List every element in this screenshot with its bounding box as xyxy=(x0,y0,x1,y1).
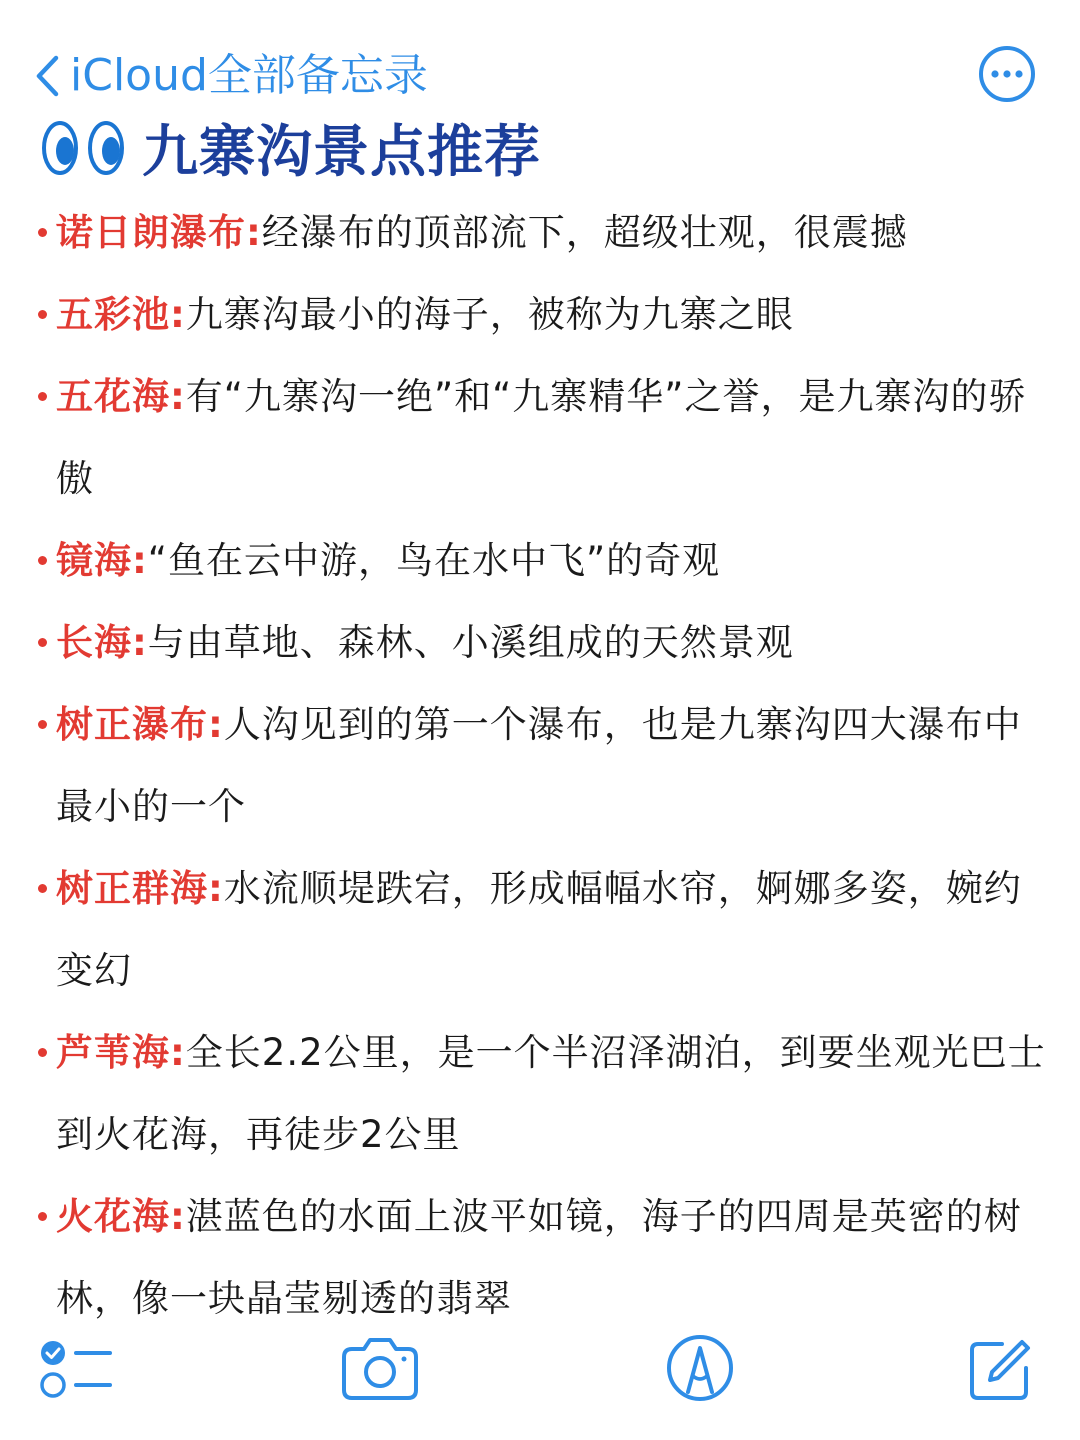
attraction-name: 五彩池: xyxy=(56,293,186,336)
page-title: 九寨沟景点推荐 xyxy=(142,120,541,185)
checklist-icon[interactable] xyxy=(38,1338,114,1400)
list-item xyxy=(36,684,1046,848)
camera-icon[interactable] xyxy=(340,1332,420,1402)
attraction-name: 树正群海: xyxy=(56,867,224,910)
markup-pen-icon[interactable] xyxy=(664,1332,736,1404)
list-item xyxy=(36,848,1046,1012)
eyes-emoji-icon xyxy=(40,120,132,176)
attraction-name: 长海: xyxy=(56,621,148,664)
list-item xyxy=(36,274,1046,356)
chevron-left-icon xyxy=(34,54,60,98)
ellipsis-circle-icon[interactable] xyxy=(978,45,1036,103)
attraction-description: “鱼在云中游，鸟在水中飞”的奇观 xyxy=(147,539,721,582)
bottom-toolbar xyxy=(0,1330,1080,1440)
attraction-description: 有“九寨沟一绝”和“九寨精华”之誉，是九寨沟的骄傲 xyxy=(56,375,1027,500)
attraction-name: 诺日朗瀑布: xyxy=(56,211,262,254)
attraction-description: 九寨沟最小的海子，被称为九寨之眼 xyxy=(185,293,794,336)
list-item xyxy=(36,520,1046,602)
attraction-description: 人沟见到的第一个瀑布，也是九寨沟四大瀑布中最小的一个 xyxy=(56,703,1022,828)
note-title[interactable] xyxy=(40,112,541,184)
list-item xyxy=(36,192,1046,274)
attraction-name: 芦苇海: xyxy=(56,1031,186,1074)
attraction-description: 湛蓝色的水面上波平如镜，海子的四周是英密的树林，像一块晶莹剔透的翡翠 xyxy=(56,1195,1022,1320)
attraction-description: 经瀑布的顶部流下，超级壮观，很震撼 xyxy=(261,211,908,254)
attraction-description: 与由草地、森林、小溪组成的天然景观 xyxy=(147,621,794,664)
attraction-name: 火花海: xyxy=(56,1195,186,1238)
back-button[interactable] xyxy=(34,46,428,106)
compose-icon[interactable] xyxy=(966,1336,1034,1404)
list-item xyxy=(36,356,1046,520)
attraction-description: 水流顺堤跌宕，形成幅幅水帘，婀娜多姿，婉约变幻 xyxy=(56,867,1022,992)
attraction-description: 全长2.2公里，是一个半沼泽湖泊，到要坐观光巴士到火花海，再徒步2公里 xyxy=(56,1031,1046,1156)
list-item xyxy=(36,1176,1046,1340)
list-item xyxy=(36,1012,1046,1176)
navigation-bar xyxy=(0,0,1080,110)
attraction-name: 镜海: xyxy=(56,539,148,582)
attraction-list[interactable] xyxy=(36,192,1046,1340)
attraction-name: 五花海: xyxy=(56,375,186,418)
back-label: iCloud全部备忘录 xyxy=(70,50,428,101)
attraction-name: 树正瀑布: xyxy=(56,703,224,746)
list-item xyxy=(36,602,1046,684)
